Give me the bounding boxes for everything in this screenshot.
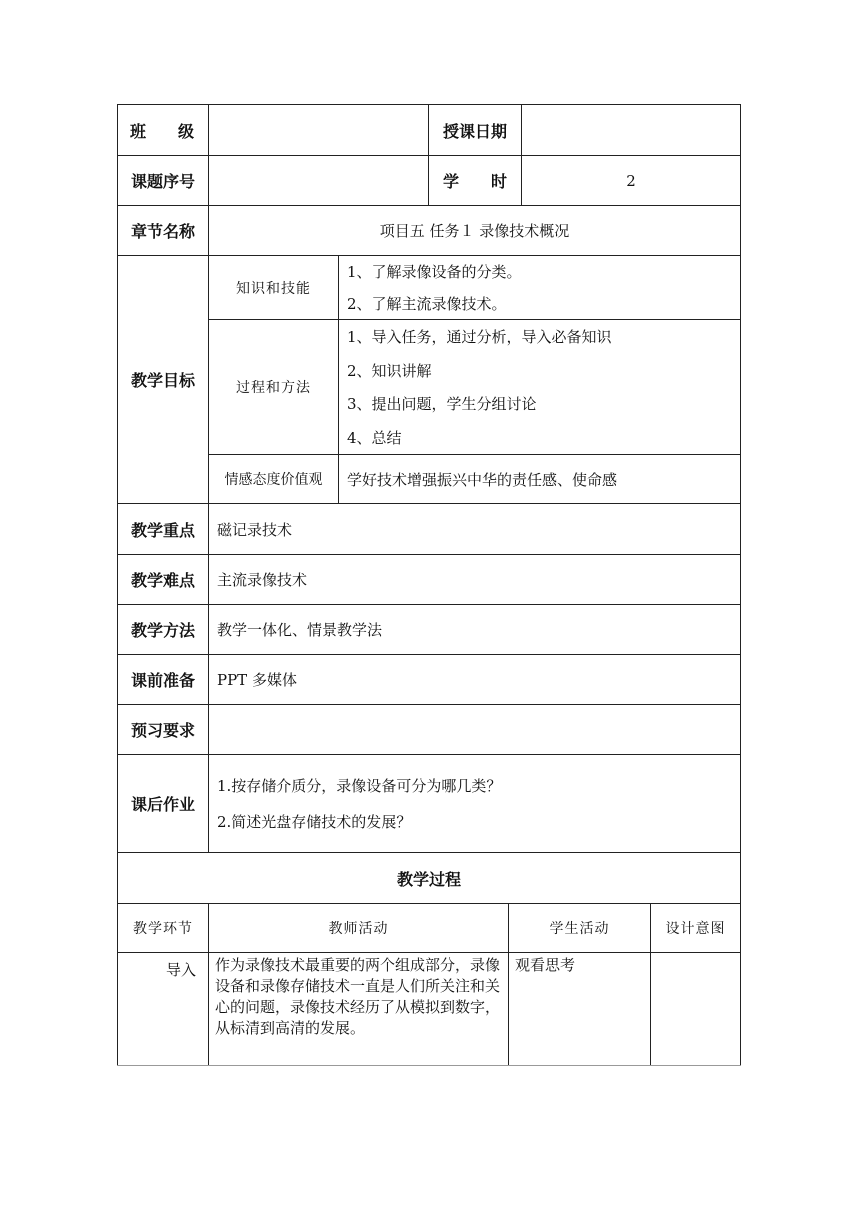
chapter-label: 章节名称 [130,222,195,241]
date-label: 授课日期 [442,121,507,141]
method-value: 教学一体化、情景教学法 [217,621,383,639]
process-items [339,320,740,454]
hours-value[interactable]: 2 [626,171,636,190]
difficulty-label: 教学难点 [130,571,195,590]
hours-label: 学 时 [442,172,507,191]
col-student: 学生活动 [549,921,610,937]
homework-items [209,755,740,852]
knowledge-label: 知识和技能 [236,280,311,297]
rule [740,104,741,1065]
list-item: 1.按存储介质分，录像设备可分为哪几类？ [217,776,502,795]
rule [117,1065,741,1066]
list-item: 2.简述光盘存储技术的发展？ [217,813,412,832]
row-design-intent [651,953,740,1065]
knowledge-items [339,256,740,319]
prep-value: PPT 多媒体 [217,671,297,689]
row-teacher-activity: 作为录像技术最重要的两个组成部分，录像设备和录像存储技术一直是人们所关注和关心的问题，录像技术经历了从模拟到数字，从标清到高清的发展。 [215,956,501,1037]
difficulty-value: 主流录像技术 [217,571,308,589]
row-stage: 导入 [165,961,196,979]
class-value[interactable] [209,105,428,155]
row-student-activity: 观看思考 [515,956,576,974]
process-title: 教学过程 [396,869,461,889]
emotion-label: 情感态度价值观 [224,472,323,488]
objectives-label: 教学目标 [130,371,195,390]
list-item: 1、导入任务，通过分析，导入必备知识 [347,328,612,347]
col-stage: 教学环节 [133,921,193,937]
key-point-value: 磁记录技术 [217,520,293,539]
preview-value[interactable] [209,705,740,754]
list-item: 3、提出问题，学生分组讨论 [347,395,537,414]
list-item: 2、知识讲解 [347,361,432,380]
chapter-value[interactable]: 项目五 任务１ 录像技术概况 [379,222,570,240]
emotion-value: 学好技术增强振兴中华的责任感、使命感 [347,470,618,489]
topic-no-value[interactable] [209,156,428,205]
col-design: 设计意图 [665,921,726,937]
preview-label: 预习要求 [130,721,195,740]
class-label: 班 级 [130,121,195,141]
col-teacher: 教师活动 [328,921,389,937]
process-label: 过程和方法 [236,380,311,396]
topic-no-label: 课题序号 [130,172,195,191]
list-item: 2、了解主流录像技术。 [347,294,507,313]
date-value[interactable] [522,105,740,155]
list-item: 1、了解录像设备的分类。 [347,263,522,282]
list-item: 4、总结 [347,428,402,447]
key-point-label: 教学重点 [130,520,195,540]
method-label: 教学方法 [130,621,195,640]
homework-label: 课后作业 [130,795,195,814]
prep-label: 课前准备 [130,671,195,690]
